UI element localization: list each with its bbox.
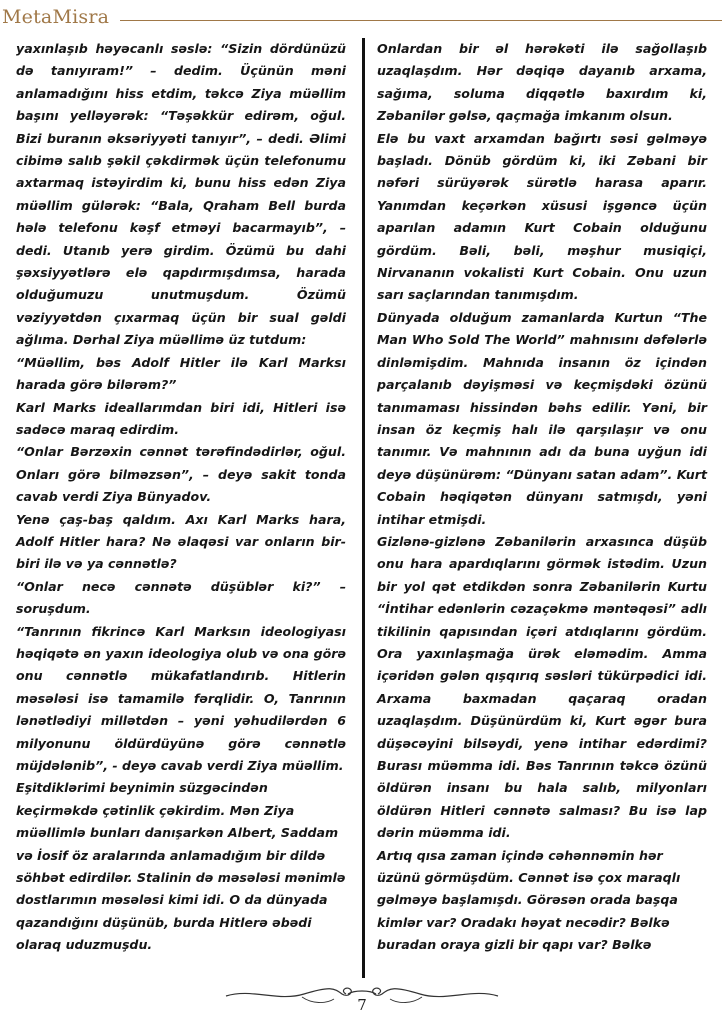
left-column	[16, 38, 346, 957]
paragraph: Karl Marks ideallarımdan biri idi, Hitleri isə sadəcə maraq edirdim.	[16, 399, 346, 437]
column-divider	[362, 38, 365, 978]
paragraph: “Müəllim, bəs Adolf Hitler ilə Karl Marksı harada görə bilərəm?”	[16, 354, 346, 393]
paragraph: yaxınlaşıb həyəcanlı səslə: “Sizin dördünüzü də tanıyıram!” – dedim. Üçünün məni anlamadığını hiss etdim, təkcə Ziya müəllim başını yelləyərək: “Təşəkkür edirəm, oğul. Bizi buranın əksəriyyəti tanıyır”, – dedi. Əlimi cibimə salıb şəkil çəkdirmək üçün telefonumu axtarmaq istəyirdim ki, bunu hiss edən Ziya müəllim gülərək: “Bala, Qraham Bell burda hələ telefonu kəşf etməyi bacarmayıb”, – dedi. Utanıb yerə girdim. Özümü bu dahi şəxsiyyətlərə elə qapdırmışdımsa, harada olduğumuzu unutmuşdum. Özümü vəziyyətdən çıxarmaq üçün bir sual gəldi ağlıma. Dərhal Ziya müəllimə üz tutdum:	[16, 41, 346, 348]
paragraph: Gizlənə-gizlənə Zəbanilərin arxasınca düşüb onu hara apardıqlarını görmək istədim. Uzun bir yol qət etdikdən sonra Zəbanilərin Kurtu “İntihar edənlərin cəzaçəkmə məntəqəsi” adlı tikilinin qapısından içəri atdıqlarını gördüm. Ora yaxınlaşmağa ürək eləmədim. Amma içəridən gələn qışqırıq səsləri tükürpədici idi. Arxama baxmadan qaçaraq oradan uzaqlaşdım. Düşünürdüm ki, Kurt əgər bura düşəcəyini bilsəydi, yenə intihar edərdimi? Burası müəmma idi. Bəs Tanrının təkcə özünü öldürən insanı bu hala salıb, milyonları öldürən Hitleri cənnətə salması? Bu isə lap dərin müəmma idi.	[377, 533, 707, 841]
masthead	[0, 4, 724, 32]
header-rule	[120, 20, 722, 21]
paragraph: Artıq qısa zaman içində cəhənnəmin hər üzünü görmüşdüm. Cənnət isə çox maraqlı gəlməyə başlamışdı. Görəsən orada başqa kimlər var? Oradakı həyat necədir? Bəlkə buradan oraya gizli bir qapı var? Bəlkə	[377, 847, 681, 953]
paragraph: “Onlar necə cənnətə düşüblər ki?” – soruşdum.	[16, 578, 346, 617]
paragraph: Dünyada olduğum zamanlarda Kurtun “The Man Who Sold The World” mahnısını dəfələrlə dinləmişdim. Mahnıda insanın öz içindən parçalanıb dəyişməsi və keçmişdəki özünü tanımaması hissindən bəhs edilir. Yəni, bir insan öz keçmiş halı ilə qarşılaşır və onu tanımır. Və mahnının adı da buna uyğun idi deyə düşünürəm: “Dünyanı satan adam”. Kurt Cobain həqiqətən dünyanı satmışdı, yəni intihar etmişdi.	[377, 309, 707, 527]
brand-logo: MetaMisra	[2, 6, 110, 28]
paragraph: Yenə çaş-baş qaldım. Axı Karl Marks hara, Adolf Hitler hara? Nə əlaqəsi var onların bir-biri ilə və ya cənnətlə?	[16, 511, 346, 572]
paragraph: “Tanrının fikrincə Karl Marksın ideologiyası həqiqətə ən yaxın ideologiya olub və ona görə onu cənnətlə mükafatlandırıb. Hitlerin məsələsi isə tamamilə fərqlidir. O, Tanrının lənətlədiyi millətdən – yəni yəhudilərdən 6 milyonunu öldürdüyünə görə cənnətlə müjdələnib”, - deyə cavab verdi Ziya müəllim.	[16, 623, 346, 773]
paragraph: Eşitdiklərimi beynimin süzgəcindən keçirməkdə çətinlik çəkirdim. Mən Ziya müəllimlə bunları danışarkən Albert, Saddam və İosif öz aralarında anlamadığım bir dildə söhbət edirdilər. Stalinin də məsələsi mənimlə dostlarımın məsələsi kimi idi. O da dünyada qazandığını düşünüb, burda Hitlerə əbədi olaraq uduzmuşdu.	[16, 780, 346, 953]
paragraph: Onlardan bir əl hərəkəti ilə sağollaşıb uzaqlaşdım. Hər dəqiqə dayanıb arxama, sağıma, soluma diqqətlə baxırdım ki, Zəbanilər gəlsə, qaçmağa imkanım olsun.	[377, 41, 707, 124]
right-column	[377, 38, 707, 957]
page-number: 7	[357, 996, 367, 1014]
paragraph: Elə bu vaxt arxamdan bağırtı səsi gəlməyə başladı. Dönüb gördüm ki, iki Zəbani bir nəfəri sürüyərək sürətlə harasa aparır. Yanımdan keçərkən xüsusi işgəncə üçün aparılan adamın Kurt Cobain olduğunu gördüm. Bəli, bəli, məşhur musiqiçi, Nirvananın vokalisti Kurt Cobain. Onu uzun sarı saçlarından tanımışdım.	[377, 130, 707, 303]
paragraph: “Onlar Bərzəxin cənnət tərəfindədirlər, oğul. Onları görə bilməzsən”, – deyə sakit tonda cavab verdi Ziya Bünyadov.	[16, 444, 346, 505]
